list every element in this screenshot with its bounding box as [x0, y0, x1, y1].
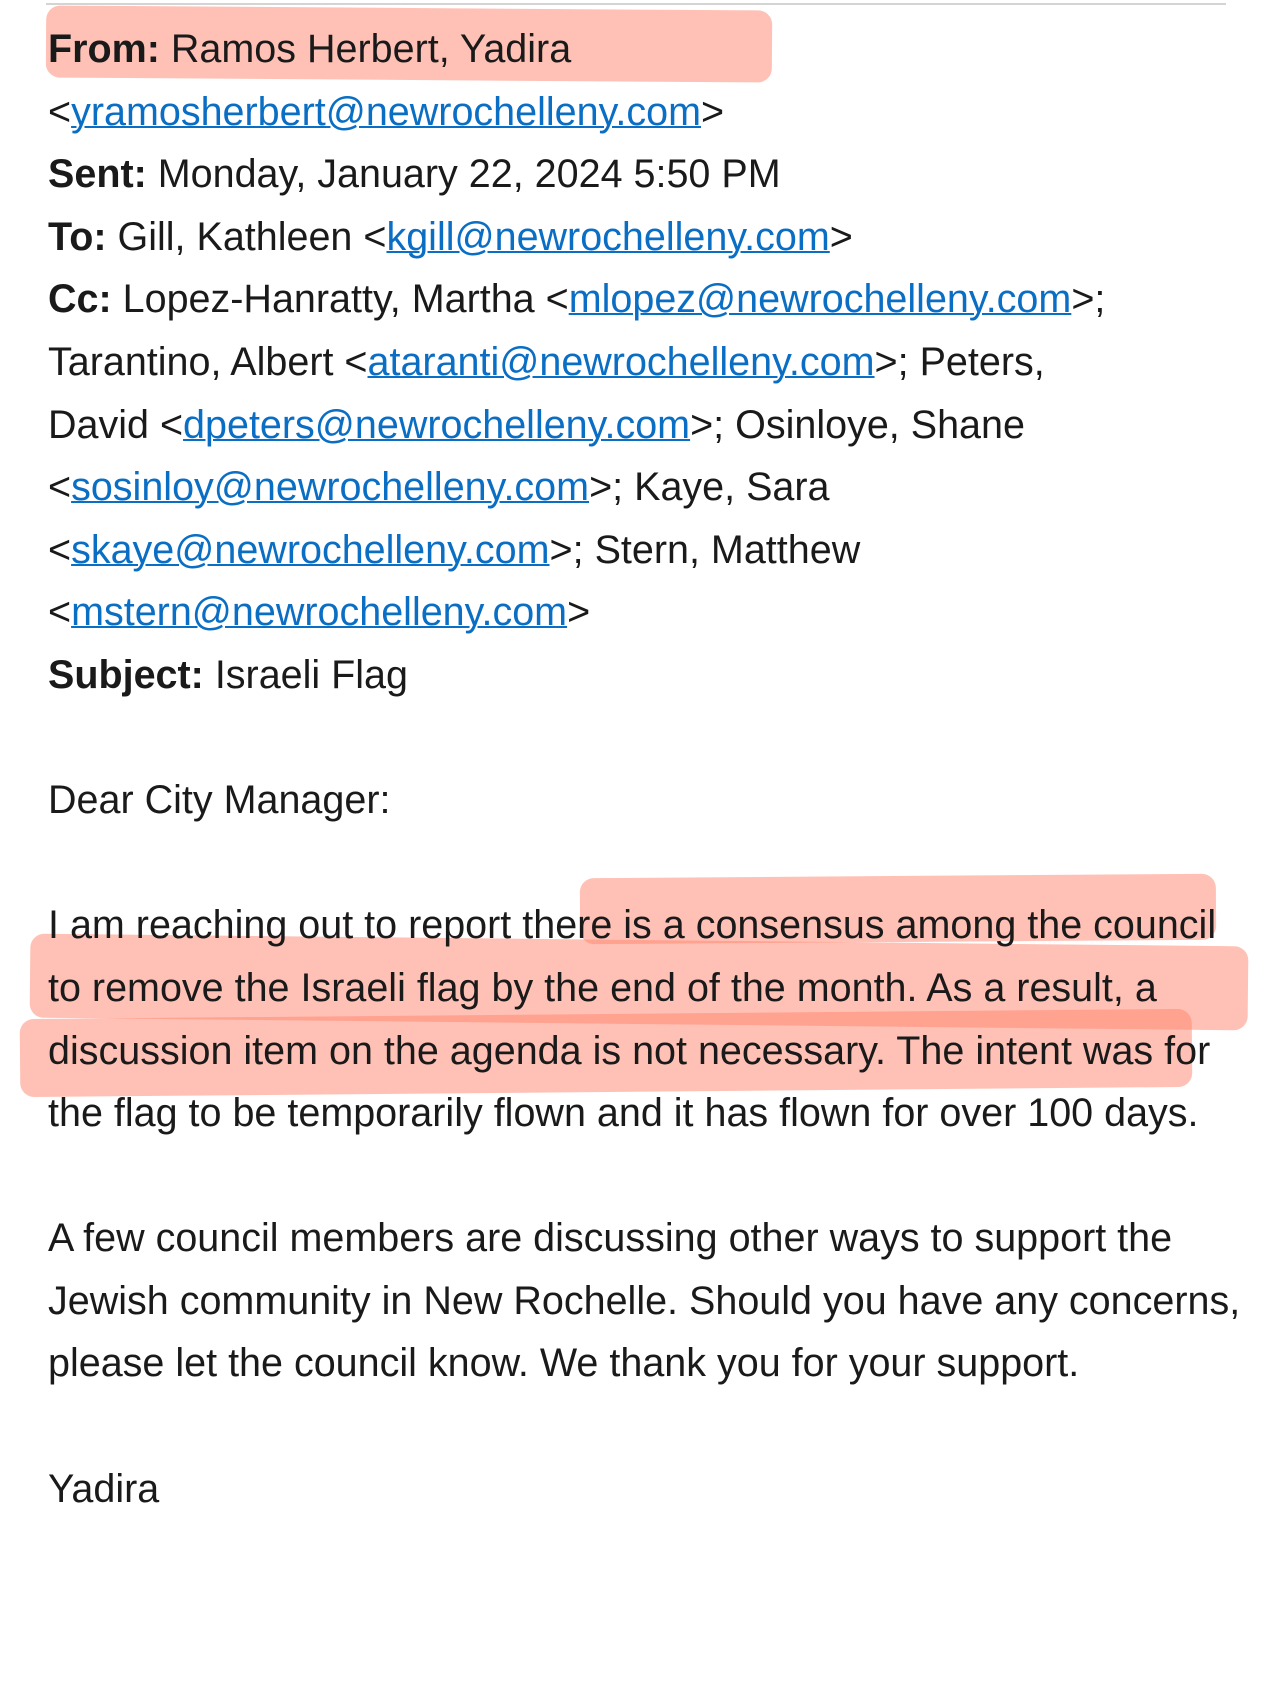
from-email-link[interactable]: yramosherbert@newrochelleny.com — [71, 89, 701, 134]
subject-value: Israeli Flag — [214, 652, 408, 697]
cc-name: Kaye, Sara — [634, 465, 830, 510]
to-name: Gill, Kathleen — [117, 214, 353, 259]
email-document — [48, 18, 1243, 1520]
cc-email-link[interactable]: dpeters@newrochelleny.com — [183, 402, 691, 447]
cc-name: Osinloye, Shane — [735, 402, 1025, 447]
to-row: To: Gill, Kathleen <kgill@newrochelleny.com> — [48, 214, 853, 259]
signature: Yadira — [48, 1466, 160, 1511]
to-label: To: — [48, 214, 107, 259]
cc-name: Stern, Matthew — [594, 527, 861, 572]
greeting: Dear City Manager: — [48, 778, 391, 823]
cc-email-link[interactable]: sosinloy@newrochelleny.com — [71, 465, 590, 510]
subject-row — [48, 644, 1243, 707]
to-email-link[interactable]: kgill@newrochelleny.com — [386, 214, 830, 259]
top-divider — [46, 3, 1226, 5]
cc-label: Cc: — [48, 277, 112, 322]
body-paragraph-1: I am reaching out to report there is a consensus among the council to remove the Israeli flag by the end of the month. As a result, a discussion item on the agenda is not necessary. The intent was for the flag to be temporarily flown and it has flown for over 100 days. — [48, 903, 1217, 1136]
sent-value: Monday, January 22, 2024 5:50 PM — [157, 152, 781, 197]
email-headers — [48, 18, 1243, 707]
from-name: Ramos Herbert, Yadira — [170, 27, 572, 71]
subject-label: Subject: — [48, 652, 204, 697]
from-row: From: Ramos Herbert, Yadira <yramosherbert@newrochelleny.com> — [48, 27, 725, 134]
cc-email-link[interactable]: mstern@newrochelleny.com — [71, 590, 568, 635]
sent-label: Sent: — [48, 152, 147, 197]
cc-email-link[interactable]: ataranti@newrochelleny.com — [367, 339, 875, 384]
cc-email-link[interactable]: skaye@newrochelleny.com — [71, 527, 550, 572]
cc-name-part: David — [48, 402, 149, 447]
from-label: From: — [48, 27, 160, 71]
cc-name: Lopez-Hanratty, Martha — [122, 277, 535, 322]
cc-row: Cc: Lopez-Hanratty, Martha <mlopez@newrochelleny.com>; Tarantino, Albert <ataranti@newrochelleny.com>; Peters, David <dpeters@newrochelleny.com>; Osinloye, Shane <sosinloy@newrochelleny.com>; Kaye, Sara <skaye@newrochelleny.com>; Stern, Matthew <mstern@newrochelleny.com> — [48, 277, 1106, 635]
sent-row — [48, 143, 1243, 206]
cc-name-part: Peters, — [919, 339, 1045, 384]
cc-email-link[interactable]: mlopez@newrochelleny.com — [568, 277, 1072, 322]
body-paragraph-2: A few council members are discussing other ways to support the Jewish community in New Rochelle. Should you have any concerns, please let the council know. We thank you for your support. — [48, 1216, 1241, 1386]
cc-name: Tarantino, Albert — [48, 339, 334, 384]
